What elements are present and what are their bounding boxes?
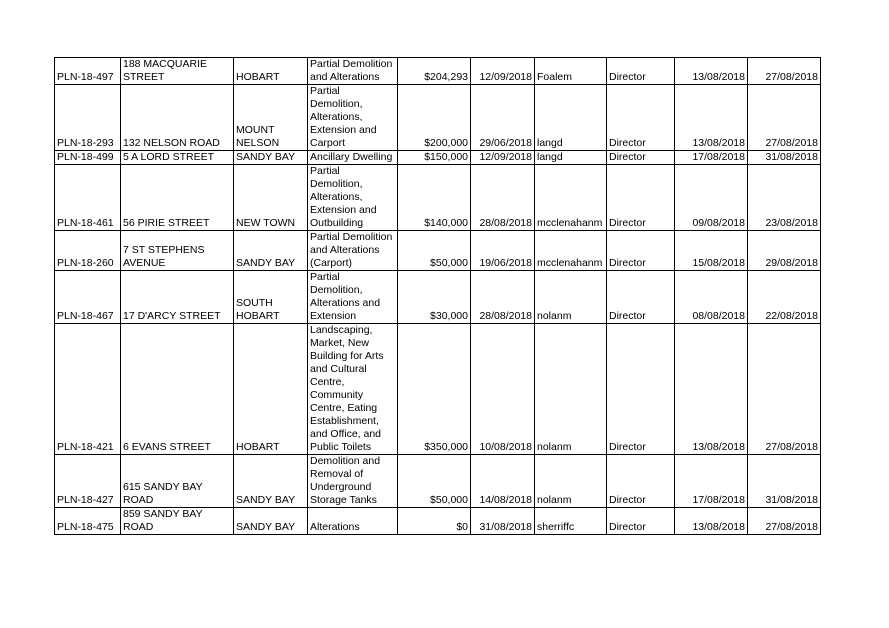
closing-date-cell: 27/08/2018 [748,508,821,535]
officer-cell: nolanm [535,271,607,324]
ref-cell: PLN-18-421 [55,324,121,455]
delegation-cell: Director [607,85,675,151]
advertised-date-cell: 17/08/2018 [675,151,748,165]
officer-cell: langd [535,151,607,165]
ref-cell: PLN-18-499 [55,151,121,165]
officer-cell: langd [535,85,607,151]
lodged-date-cell: 12/09/2018 [471,58,535,85]
lodged-date-cell: 28/08/2018 [471,271,535,324]
description-cell: Partial Demolition and Alterations [308,58,398,85]
table-row [55,508,821,535]
ref-cell: PLN-18-461 [55,165,121,231]
address-cell: 6 EVANS STREET [121,324,234,455]
ref-cell: PLN-18-475 [55,508,121,535]
suburb-cell: MOUNT NELSON [234,85,308,151]
table-row [55,231,821,271]
closing-date-cell: 31/08/2018 [748,455,821,508]
cost-cell: $140,000 [398,165,471,231]
address-cell: 56 PIRIE STREET [121,165,234,231]
description-cell: Landscaping, Market, New Building for Arts and Cultural Centre, Community Centre, Eating Establishment, and Office, and Public Toilets [308,324,398,455]
delegation-cell: Director [607,58,675,85]
cost-cell: $50,000 [398,231,471,271]
suburb-cell: SANDY BAY [234,455,308,508]
cost-cell: $0 [398,508,471,535]
lodged-date-cell: 31/08/2018 [471,508,535,535]
officer-cell: nolanm [535,455,607,508]
delegation-cell: Director [607,508,675,535]
delegation-cell: Director [607,165,675,231]
cost-cell: $150,000 [398,151,471,165]
table-row [55,165,821,231]
description-cell: Partial Demolition, Alterations and Extension [308,271,398,324]
suburb-cell: SANDY BAY [234,151,308,165]
address-cell: 615 SANDY BAY ROAD [121,455,234,508]
lodged-date-cell: 12/09/2018 [471,151,535,165]
table-row [55,151,821,165]
suburb-cell: NEW TOWN [234,165,308,231]
suburb-cell: HOBART [234,58,308,85]
delegation-cell: Director [607,455,675,508]
description-cell: Ancillary Dwelling [308,151,398,165]
description-cell: Partial Demolition, Alterations, Extension and Carport [308,85,398,151]
suburb-cell: SANDY BAY [234,508,308,535]
address-cell: 859 SANDY BAY ROAD [121,508,234,535]
delegation-cell: Director [607,231,675,271]
advertised-date-cell: 13/08/2018 [675,85,748,151]
suburb-cell: HOBART [234,324,308,455]
advertised-date-cell: 15/08/2018 [675,231,748,271]
delegation-cell: Director [607,151,675,165]
description-cell: Partial Demolition, Alterations, Extension and Outbuilding [308,165,398,231]
cost-cell: $204,293 [398,58,471,85]
delegation-cell: Director [607,271,675,324]
address-cell: 5 A LORD STREET [121,151,234,165]
advertised-date-cell: 17/08/2018 [675,455,748,508]
cost-cell: $50,000 [398,455,471,508]
advertised-date-cell: 13/08/2018 [675,508,748,535]
advertised-date-cell: 08/08/2018 [675,271,748,324]
description-cell: Demolition and Removal of Underground Storage Tanks [308,455,398,508]
closing-date-cell: 23/08/2018 [748,165,821,231]
table-row [55,85,821,151]
lodged-date-cell: 19/06/2018 [471,231,535,271]
cost-cell: $350,000 [398,324,471,455]
description-cell: Partial Demolition and Alterations (Carport) [308,231,398,271]
lodged-date-cell: 14/08/2018 [471,455,535,508]
advertised-date-cell: 09/08/2018 [675,165,748,231]
table-row [55,324,821,455]
address-cell: 132 NELSON ROAD [121,85,234,151]
address-cell: 7 ST STEPHENS AVENUE [121,231,234,271]
ref-cell: PLN-18-293 [55,85,121,151]
closing-date-cell: 31/08/2018 [748,151,821,165]
ref-cell: PLN-18-467 [55,271,121,324]
lodged-date-cell: 10/08/2018 [471,324,535,455]
ref-cell: PLN-18-497 [55,58,121,85]
description-cell: Alterations [308,508,398,535]
officer-cell: mcclenahanm [535,165,607,231]
closing-date-cell: 29/08/2018 [748,231,821,271]
suburb-cell: SANDY BAY [234,231,308,271]
advertised-date-cell: 13/08/2018 [675,324,748,455]
cost-cell: $30,000 [398,271,471,324]
closing-date-cell: 27/08/2018 [748,324,821,455]
address-cell: 188 MACQUARIE STREET [121,58,234,85]
table-row [55,58,821,85]
lodged-date-cell: 28/08/2018 [471,165,535,231]
closing-date-cell: 27/08/2018 [748,85,821,151]
table-row [55,455,821,508]
officer-cell: Foalem [535,58,607,85]
officer-cell: sherriffc [535,508,607,535]
advertised-date-cell: 13/08/2018 [675,58,748,85]
applications-table [54,57,821,535]
closing-date-cell: 22/08/2018 [748,271,821,324]
suburb-cell: SOUTH HOBART [234,271,308,324]
ref-cell: PLN-18-427 [55,455,121,508]
closing-date-cell: 27/08/2018 [748,58,821,85]
officer-cell: mcclenahanm [535,231,607,271]
delegation-cell: Director [607,324,675,455]
address-cell: 17 D'ARCY STREET [121,271,234,324]
table-row [55,271,821,324]
lodged-date-cell: 29/06/2018 [471,85,535,151]
cost-cell: $200,000 [398,85,471,151]
officer-cell: nolanm [535,324,607,455]
ref-cell: PLN-18-260 [55,231,121,271]
